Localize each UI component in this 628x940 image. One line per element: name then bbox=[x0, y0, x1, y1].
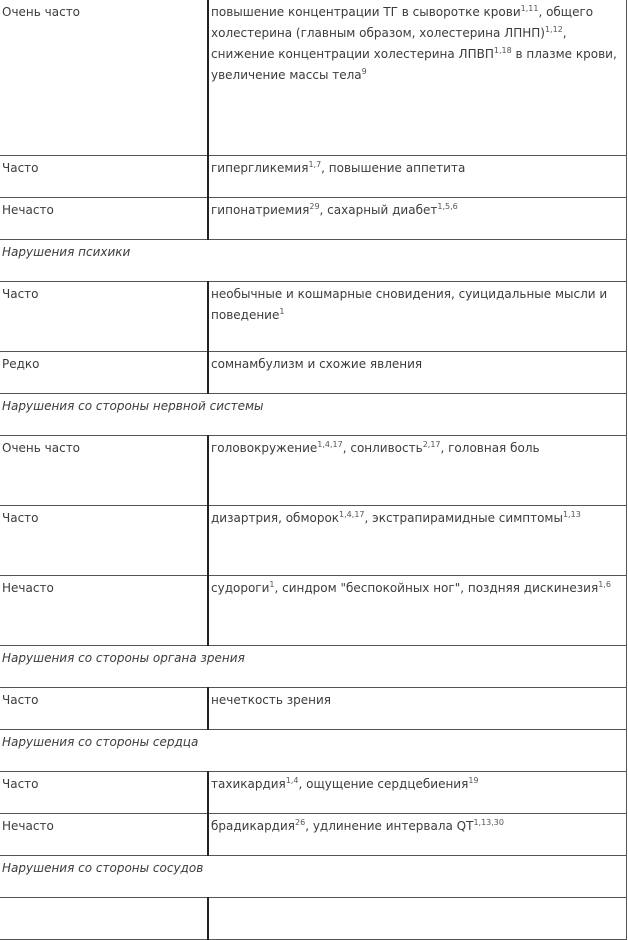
frequency-cell: Редко bbox=[0, 351, 208, 393]
frequency-cell: Часто bbox=[0, 281, 208, 351]
reference-superscript: 1,5,6 bbox=[437, 201, 458, 211]
effect-text: , сонливость bbox=[342, 440, 423, 455]
effect-text: , сахарный диабет bbox=[319, 202, 438, 217]
effects-cell bbox=[208, 0, 627, 155]
table-row bbox=[0, 0, 627, 155]
effect-text: , повышение аппетита bbox=[321, 160, 466, 175]
frequency-cell: Очень часто bbox=[0, 435, 208, 505]
reference-superscript: 1 bbox=[279, 306, 285, 316]
reference-superscript: 1,11 bbox=[520, 4, 539, 13]
effect-text: , головная боль bbox=[440, 440, 540, 455]
effect-text: тахикардия bbox=[211, 776, 286, 791]
effects-cell bbox=[208, 505, 627, 575]
table-row bbox=[0, 281, 627, 351]
section-heading: Нарушения со стороны сосудов bbox=[0, 855, 627, 897]
reference-superscript: 1,18 bbox=[493, 46, 512, 55]
effect-text: , удлинение интервала QT bbox=[305, 818, 474, 833]
effects-cell bbox=[208, 155, 627, 197]
table-row bbox=[0, 505, 627, 575]
section-heading: Нарушения психики bbox=[0, 239, 627, 281]
table-row bbox=[0, 575, 627, 645]
reference-superscript: 19 bbox=[468, 775, 479, 785]
effect-text: , снижение концентрации холестерина ЛПВП bbox=[211, 26, 567, 61]
reference-superscript: 1,4,17 bbox=[317, 439, 343, 449]
effect-text: гипергликемия bbox=[211, 160, 309, 175]
section-row bbox=[0, 393, 627, 435]
reference-superscript: 1,6 bbox=[598, 579, 611, 589]
section-heading: Нарушения со стороны органа зрения bbox=[0, 645, 627, 687]
reference-superscript: 1,4 bbox=[285, 775, 299, 785]
frequency-cell: Часто bbox=[0, 505, 208, 575]
effect-text: , ощущение сердцебиения bbox=[298, 776, 469, 791]
reference-superscript: 9 bbox=[361, 67, 367, 76]
reference-superscript: 26 bbox=[295, 817, 306, 827]
frequency-cell: Часто bbox=[0, 687, 208, 729]
section-row bbox=[0, 239, 627, 281]
section-heading: Нарушения со стороны нервной системы bbox=[0, 393, 627, 435]
effect-text: брадикардия bbox=[211, 818, 295, 833]
effect-text: в плазме крови, увеличение массы тела bbox=[211, 47, 617, 82]
section-heading: Нарушения со стороны сердца bbox=[0, 729, 627, 771]
effect-text: , синдром "беспокойных ног", поздняя дискинезия bbox=[274, 580, 599, 595]
table-row bbox=[0, 687, 627, 729]
effects-cell bbox=[208, 687, 627, 729]
section-row bbox=[0, 729, 627, 771]
reference-superscript: 1,4,17 bbox=[339, 509, 365, 519]
effect-text: , экстрапирамидные симптомы bbox=[364, 510, 563, 525]
effect-text: необычные и кошмарные сновидения, суицидальные мысли и поведение bbox=[211, 286, 608, 322]
reference-superscript: 1,7 bbox=[308, 159, 322, 169]
effect-text: судороги bbox=[211, 580, 270, 595]
table-row bbox=[0, 771, 627, 813]
frequency-cell: Нечасто bbox=[0, 575, 208, 645]
reference-superscript: 2,17 bbox=[422, 439, 441, 449]
reference-superscript: 1,13 bbox=[562, 509, 581, 519]
effects-cell bbox=[208, 771, 627, 813]
reference-superscript: 29 bbox=[309, 201, 320, 211]
effects-cell bbox=[208, 197, 627, 239]
frequency-cell: Очень часто bbox=[0, 0, 208, 155]
effect-text: , общего холестерина (главным образом, холестерина ЛПНП) bbox=[211, 5, 594, 40]
reference-superscript: 1 bbox=[269, 579, 275, 589]
effects-cell bbox=[208, 897, 627, 939]
table-row bbox=[0, 435, 627, 505]
effect-text: нечеткость зрения bbox=[211, 692, 331, 707]
frequency-cell bbox=[0, 897, 208, 939]
frequency-cell: Часто bbox=[0, 155, 208, 197]
effects-cell bbox=[208, 435, 627, 505]
reference-superscript: 1,12 bbox=[544, 25, 563, 34]
effect-text: головокружение bbox=[211, 440, 318, 455]
effects-cell bbox=[208, 813, 627, 855]
frequency-cell: Нечасто bbox=[0, 813, 208, 855]
effects-cell bbox=[208, 351, 627, 393]
table-row bbox=[0, 155, 627, 197]
reference-superscript: 1,13,30 bbox=[473, 817, 504, 827]
section-row bbox=[0, 855, 627, 897]
table-row bbox=[0, 813, 627, 855]
effect-text: сомнамбулизм и схожие явления bbox=[211, 356, 423, 371]
effect-text: гипонатриемия bbox=[211, 202, 310, 217]
effects-cell bbox=[208, 281, 627, 351]
effect-text: дизартрия, обморок bbox=[211, 510, 340, 525]
frequency-cell: Нечасто bbox=[0, 197, 208, 239]
table-row bbox=[0, 197, 627, 239]
effects-cell bbox=[208, 575, 627, 645]
effect-text: повышение концентрации ТГ в сыворотке крови bbox=[211, 5, 521, 19]
frequency-cell: Часто bbox=[0, 771, 208, 813]
section-row bbox=[0, 645, 627, 687]
table-row bbox=[0, 897, 627, 939]
table-row bbox=[0, 351, 627, 393]
